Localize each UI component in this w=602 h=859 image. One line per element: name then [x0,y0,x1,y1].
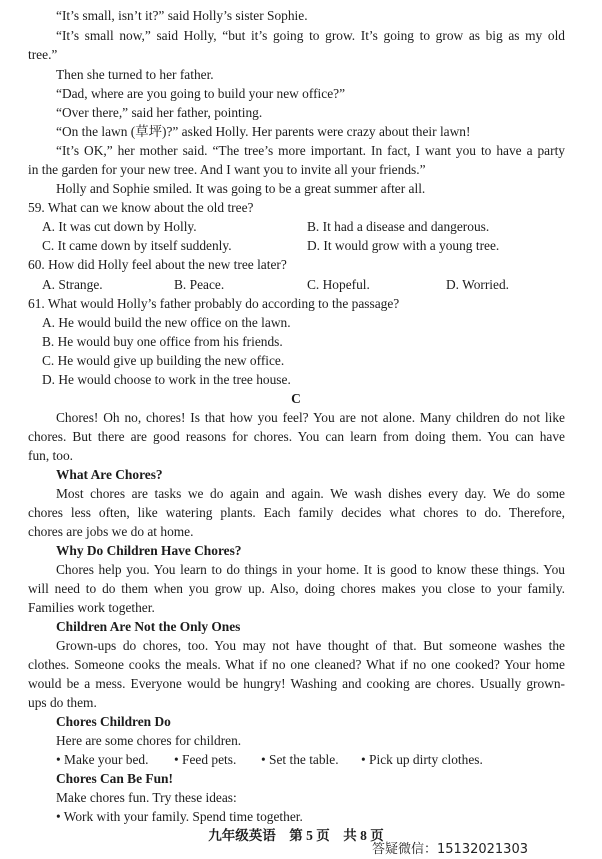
passage-line: Chores help you. You learn to do things in your home. It is good to know these things. You [56,562,565,577]
q59-option-a: A. It was cut down by Holly. [42,219,197,234]
story-line: Holly and Sophie smiled. It was going to be a great summer after all. [56,181,426,196]
passage-line: Here are some chores for children. [56,733,242,748]
q60-option-d: D. Worried. [446,277,510,292]
chore-list-item: • Set the table. [261,752,339,767]
story-line: in the garden for your new tree. And I want you to invite all your friends.” [28,162,426,177]
section-heading: Why Do Children Have Chores? [56,543,242,558]
passage-line: clothes. Someone cooks the meals. What if no one cleaned? What if no one cooked? Your home [28,657,565,672]
question-61-stem: 61. What would Holly’s father probably do according to the passage? [28,296,400,311]
story-line: tree.” [28,47,58,62]
question-60-stem: 60. How did Holly feel about the new tree later? [28,257,287,272]
q61-option-c: C. He would give up building the new office. [42,353,285,368]
story-line: “It’s small, isn’t it?” said Holly’s sister Sophie. [56,8,308,23]
q60-option-b: B. Peace. [174,277,225,292]
chore-list-item: • Make your bed. [56,752,149,767]
story-line: “On the lawn (草坪)?” asked Holly. Her parents were crazy about their lawn! [56,124,471,139]
passage-line: Families work together. [28,600,155,615]
q59-option-c: C. It came down by itself suddenly. [42,238,232,253]
passage-line: Most chores are tasks we do again and again. We wash dishes every day. We do some [56,486,565,501]
section-heading: Children Are Not the Only Ones [56,619,241,634]
chore-list-item: • Feed pets. [174,752,237,767]
q61-option-d: D. He would choose to work in the tree house. [42,372,291,387]
passage-line: fun, too. [28,448,74,463]
passage-line: chores are jobs we do at home. [28,524,194,539]
page-footer: 九年级英语 第 5 页 共 8 页 [208,828,384,843]
passage-line: Make chores fun. Try these ideas: [56,790,237,805]
section-heading: Chores Children Do [56,714,171,729]
passage-line: Grown-ups do chores, too. You may not have thought of that. But someone washes the [56,638,565,653]
story-line: “It’s OK,” her mother said. “The tree’s more important. In fact, I want you to have a party [56,143,565,158]
watermark-contact: 答疑微信：15132021303 [372,842,528,857]
q61-option-b: B. He would buy one office from his friends. [42,334,283,349]
q61-option-a: A. He would build the new office on the lawn. [42,315,291,330]
story-line: “It’s small now,” said Holly, “but it’s going to grow. It’s going to grow as big as my old [56,28,565,43]
q60-option-a: A. Strange. [42,277,103,292]
q59-option-d: D. It would grow with a young tree. [307,238,500,253]
passage-line: would be a mess. Everyone would be hungry! Washing and cooking are chores. Usually grown- [28,676,565,691]
section-heading: What Are Chores? [56,467,163,482]
section-heading: Chores Can Be Fun! [56,771,173,786]
chore-list-item: • Pick up dirty clothes. [361,752,483,767]
passage-line: will need to do them when you grow up. Also, doing chores makes you close to your family. [28,581,565,596]
section-letter: C [291,391,301,406]
story-line: “Dad, where are you going to build your new office?” [56,86,346,101]
passage-line: Chores! Oh no, chores! Is that how you feel? You are not alone. Many children do not like [56,410,565,425]
passage-line: chores less often, like watering plants. Each family decides what chores to do. Therefore, [28,505,565,520]
fun-idea-item: • Work with your family. Spend time together. [56,809,303,824]
passage-line: ups do them. [28,695,97,710]
story-line: Then she turned to her father. [56,67,214,82]
passage-line: chores. But there are good reasons for chores. You can learn from doing them. You can have [28,429,565,444]
story-line: “Over there,” said her father, pointing. [56,105,263,120]
question-59-stem: 59. What can we know about the old tree? [28,200,254,215]
q59-option-b: B. It had a disease and dangerous. [307,219,490,234]
q60-option-c: C. Hopeful. [307,277,370,292]
